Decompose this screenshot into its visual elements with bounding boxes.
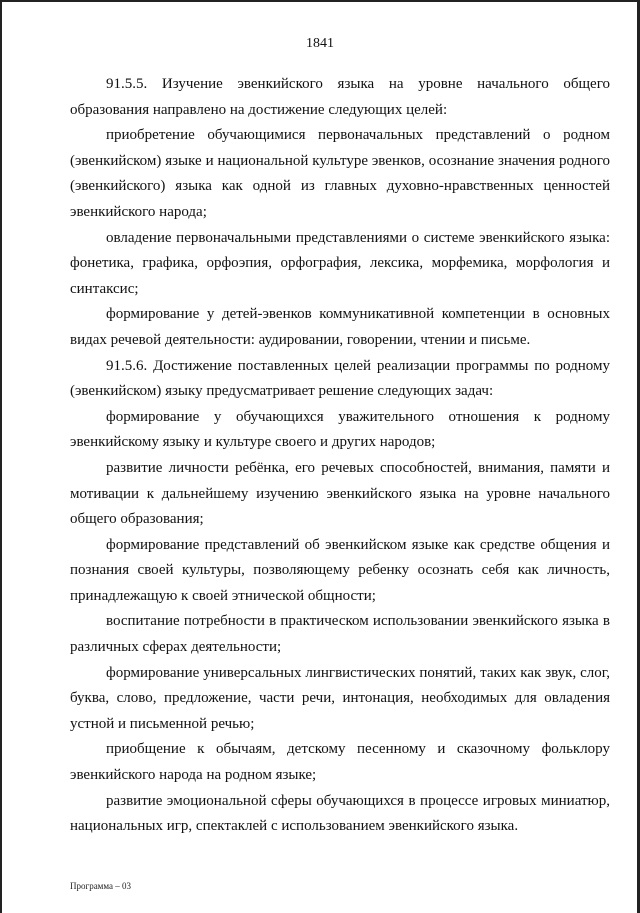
task-item: формирование представлений об эвенкийском языке как средстве общения и познания своей культуры, позволяющему ребенку осознать себя как личность, принадлежащую к своей этнической общности;	[70, 536, 610, 604]
scan-border-left	[0, 0, 2, 913]
page-footer: Программа – 03	[70, 881, 132, 891]
goal-item: приобретение обучающимися первоначальных представлений о родном (эвенкийском) языке и национальной культуре эвенков, осознание значения родного (эвенкийского) языка как одной из главных духовно-нравственных ценностей эвенкийского народа;	[70, 127, 610, 220]
scan-border-top	[0, 0, 640, 2]
section-91-5-6-heading: 91.5.6. Достижение поставленных целей реализации программы по родному (эвенкийском) языку предусматривает решение следующих задач:	[70, 357, 610, 400]
task-item: формирование универсальных лингвистических понятий, таких как звук, слог, буква, слово, предложение, части речи, интонация, необходимых для овладения устной и письменной речью;	[70, 664, 610, 732]
page-number: 1841	[306, 36, 334, 51]
task-item: воспитание потребности в практическом использовании эвенкийского языка в различных сферах деятельности;	[70, 613, 610, 656]
section-91-5-5-heading: 91.5.5. Изучение эвенкийского языка на уровне начального общего образования направлено на достижение следующих целей:	[70, 76, 610, 118]
task-item: приобщение к обычаям, детскому песенному и сказочному фольклору эвенкийского народа на родном языке;	[70, 741, 610, 784]
goal-item: формирование у детей-эвенков коммуникативной компетенции в основных видах речевой деятельности: аудировании, говорении, чтении и письме.	[70, 306, 610, 348]
document-body	[70, 72, 610, 840]
goal-item: овладение первоначальными представлениями о системе эвенкийского языка: фонетика, графика, орфоэпия, орфография, лексика, морфемика, морфология и синтаксис;	[70, 229, 610, 297]
task-item: развитие эмоциональной сферы обучающихся в процессе игровых миниатюр, национальных игр, спектаклей с использованием эвенкийского языка.	[70, 792, 610, 835]
task-item: развитие личности ребёнка, его речевых способностей, внимания, памяти и мотивации к дальнейшему изучению эвенкийского языка на уровне начального общего образования;	[70, 459, 610, 528]
task-item: формирование у обучающихся уважительного отношения к родному эвенкийскому языку и культуре своего и других народов;	[70, 408, 610, 451]
